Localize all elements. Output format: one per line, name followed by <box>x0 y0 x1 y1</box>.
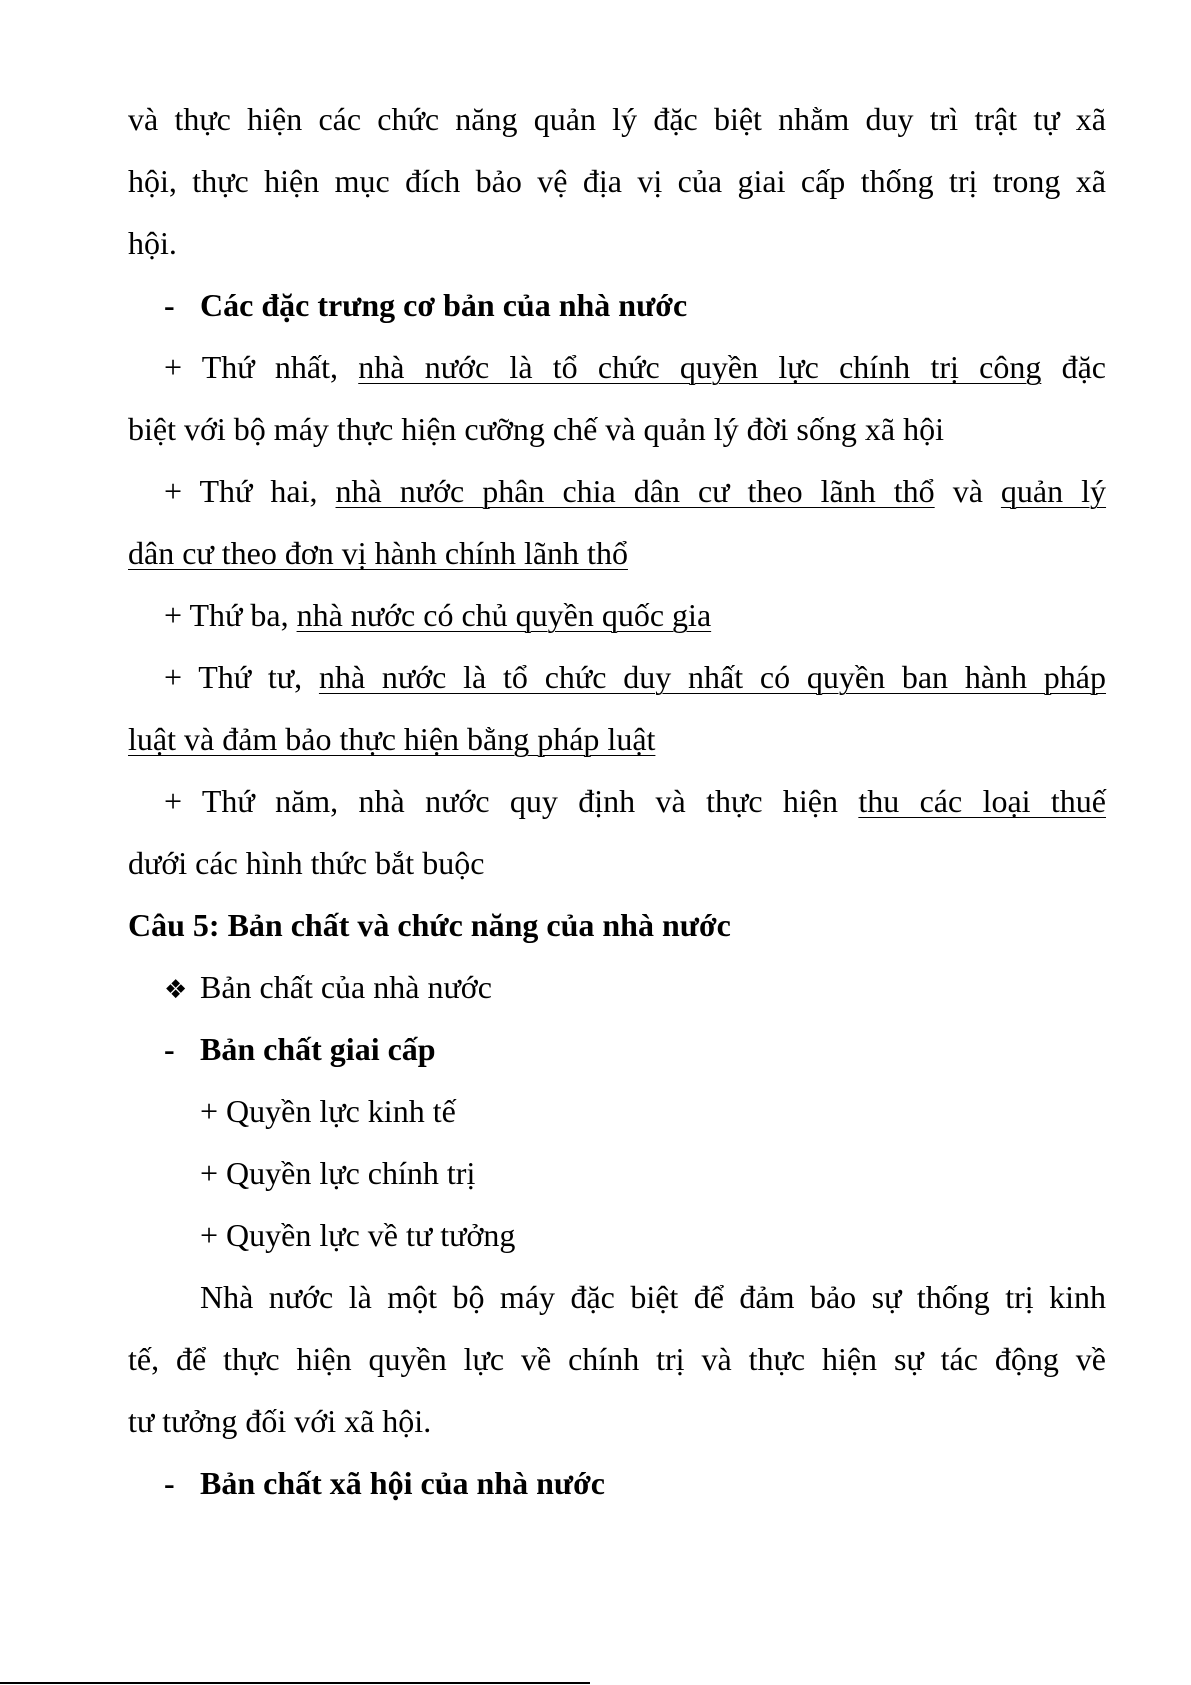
nature-subheading: ❖ Bản chất của nhà nước <box>128 956 1106 1018</box>
paragraph-intro-line-1: và thực hiện các chức năng quản lý đặc biệt nhằm duy trì trật tự xã <box>128 101 1106 137</box>
features-heading-text: Các đặc trưng cơ bản của nhà nước <box>200 287 688 323</box>
feature-3-underlined: nhà nước có chủ quyền quốc gia <box>296 597 712 633</box>
feature-1-underlined: nhà nước là tổ chức quyền lực chính trị công <box>358 349 1042 385</box>
state-paragraph-line-2: tế, để thực hiện quyền lực về chính trị và thực hiện sự tác động về <box>128 1341 1106 1377</box>
feature-2-underlined-a: nhà nước phân chia dân cư theo lãnh thổ <box>335 473 935 509</box>
feature-5-line-2: dưới các hình thức bắt buộc <box>128 845 485 881</box>
feature-2-underlined-b: quản lý <box>1000 473 1107 509</box>
feature-5-line-1: + Thứ năm, nhà nước quy định và thực hiện thu các loại thuế <box>164 783 1106 819</box>
feature-5-underlined: thu các loại thuế <box>858 783 1106 819</box>
feature-4-line-2: luật và đảm bảo thực hiện bằng pháp luật <box>128 721 656 757</box>
power-item-ideological: + Quyền lực về tư tưởng <box>200 1217 516 1253</box>
state-paragraph-line-1: Nhà nước là một bộ máy đặc biệt để đảm bảo sự thống trị kinh <box>200 1279 1106 1315</box>
features-heading <box>128 274 1106 336</box>
document-page <box>128 88 1106 1514</box>
footer-rule <box>0 1682 590 1684</box>
power-item-political: + Quyền lực chính trị <box>200 1155 476 1191</box>
power-item-economic: + Quyền lực kinh tế <box>200 1093 456 1129</box>
feature-3: + Thứ ba, nhà nước có chủ quyền quốc gia <box>164 597 712 633</box>
feature-4-underlined: nhà nước là tổ chức duy nhất có quyền ban hành pháp <box>318 659 1107 695</box>
class-nature-heading: - Bản chất giai cấp <box>128 1018 1106 1080</box>
feature-1-line-1: + Thứ nhất, nhà nước là tổ chức quyền lực chính trị công đặc <box>164 349 1107 385</box>
paragraph-intro-line-2: hội, thực hiện mục đích bảo vệ địa vị của giai cấp thống trị trong xã <box>128 163 1106 199</box>
dash-bullet: - <box>164 1031 175 1067</box>
feature-1-line-2: biệt với bộ máy thực hiện cưỡng chế và quản lý đời sống xã hội <box>128 411 944 447</box>
feature-2-line-1: + Thứ hai, nhà nước phân chia dân cư theo lãnh thổ và quản lý <box>164 473 1107 509</box>
social-nature-heading: - Bản chất xã hội của nhà nước <box>128 1452 1106 1514</box>
diamond-bullet-icon: ❖ <box>164 975 188 1005</box>
paragraph-intro-line-3: hội. <box>128 225 177 261</box>
dash-bullet: - <box>164 1465 175 1501</box>
dash-bullet: - <box>164 287 175 323</box>
feature-2-line-2: dân cư theo đơn vị hành chính lãnh thổ <box>128 535 628 571</box>
feature-4-line-1: + Thứ tư, nhà nước là tổ chức duy nhất có quyền ban hành pháp <box>164 659 1107 695</box>
question-5-heading: Câu 5: Bản chất và chức năng của nhà nước <box>128 907 731 943</box>
state-paragraph-line-3: tư tưởng đối với xã hội. <box>128 1403 432 1439</box>
